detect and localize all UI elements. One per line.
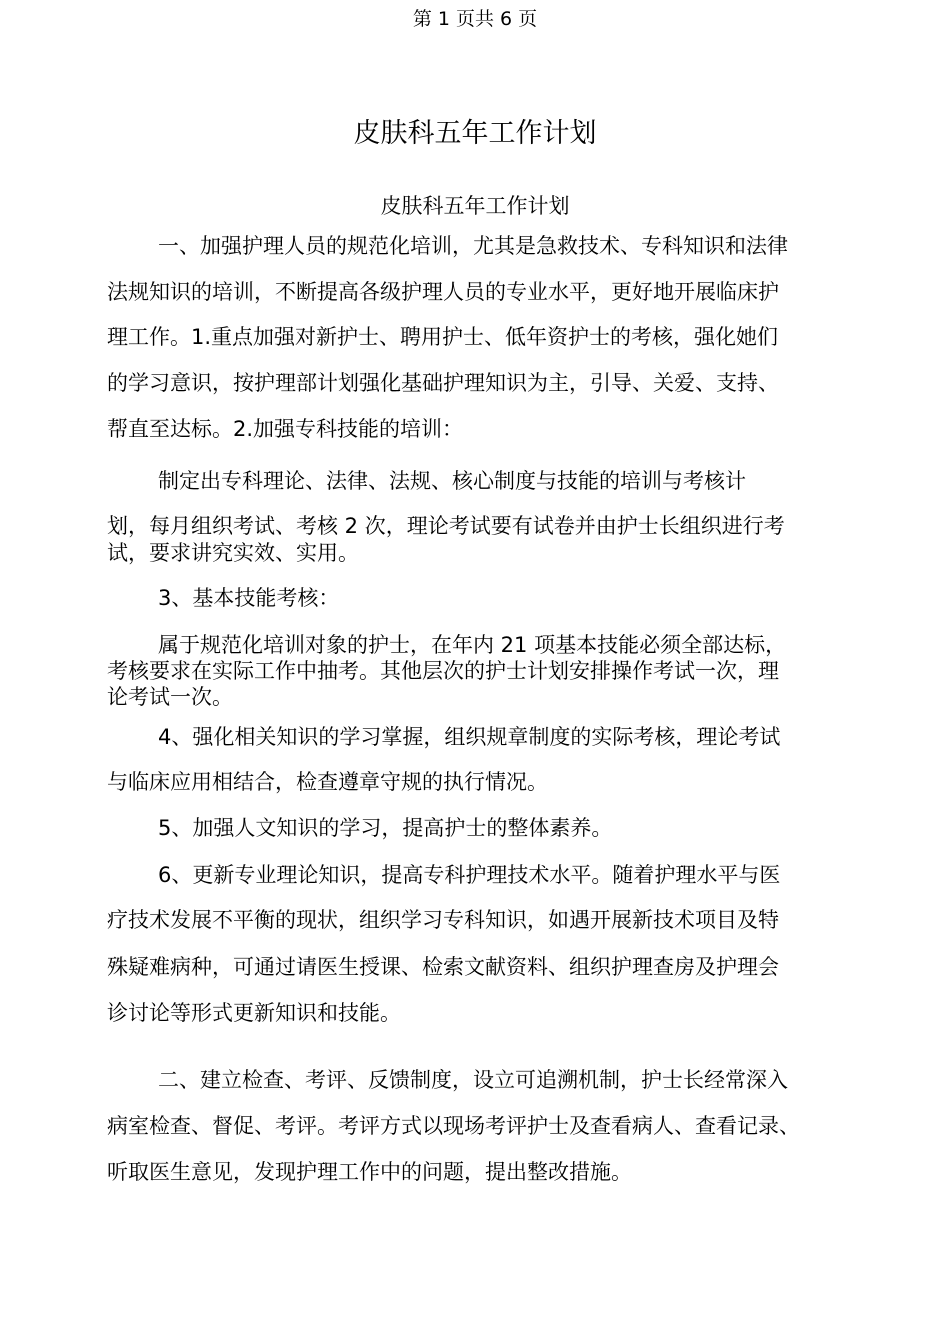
body-line: 属于规范化培训对象的护士，在年内 21 项基本技能必须全部达标， [158, 633, 787, 657]
body-line: 法规知识的培训，不断提高各级护理人员的专业水平，更好地开展临床护 [107, 280, 779, 304]
body-line: 制定出专科理论、法律、法规、核心制度与技能的培训与考核计 [158, 469, 746, 493]
body-line: 试，要求讲究实效、实用。 [107, 541, 359, 565]
body-line: 殊疑难病种，可通过请医生授课、检索文献资料、组织护理查房及护理会 [107, 955, 779, 979]
page-indicator: 第 1 页共 6 页 [412, 8, 538, 30]
body-line: 4、强化相关知识的学习掌握，组织规章制度的实际考核，理论考试 [158, 725, 781, 749]
document-subtitle: 皮肤科五年工作计划 [380, 194, 570, 218]
body-line: 二、建立检查、考评、反馈制度，设立可追溯机制，护士长经常深入 [158, 1068, 788, 1092]
body-line: 疗技术发展不平衡的现状，组织学习专科知识，如遇开展新技术项目及特 [107, 908, 779, 932]
body-line: 与临床应用相结合，检查遵章守规的执行情况。 [107, 770, 548, 794]
body-line: 的学习意识，按护理部计划强化基础护理知识为主，引导、关爱、支持、 [107, 371, 779, 395]
document-title: 皮肤科五年工作计划 [353, 118, 597, 149]
body-line: 一、加强护理人员的规范化培训，尤其是急救技术、专科知识和法律 [158, 234, 788, 258]
body-line: 划，每月组织考试、考核 2 次，理论考试要有试卷并由护士长组织进行考 [107, 514, 785, 538]
body-line: 5、加强人文知识的学习，提高护士的整体素养。 [158, 816, 613, 840]
body-line: 3、基本技能考核： [158, 586, 340, 610]
body-line: 理工作。1.重点加强对新护士、聘用护士、低年资护士的考核，强化她们 [107, 325, 779, 349]
body-line: 听取医生意见，发现护理工作中的问题，提出整改措施。 [107, 1160, 632, 1184]
body-line: 6、更新专业理论知识，提高专科护理技术水平。随着护理水平与医 [158, 863, 781, 887]
body-line: 病室检查、督促、考评。考评方式以现场考评护士及查看病人、查看记录、 [107, 1114, 800, 1138]
body-line: 帮直至达标。2.加强专科技能的培训： [107, 417, 464, 441]
body-line: 论考试一次。 [107, 685, 233, 709]
body-line: 诊讨论等形式更新知识和技能。 [107, 1001, 401, 1025]
body-line: 考核要求在实际工作中抽考。其他层次的护士计划安排操作考试一次，理 [107, 659, 779, 683]
